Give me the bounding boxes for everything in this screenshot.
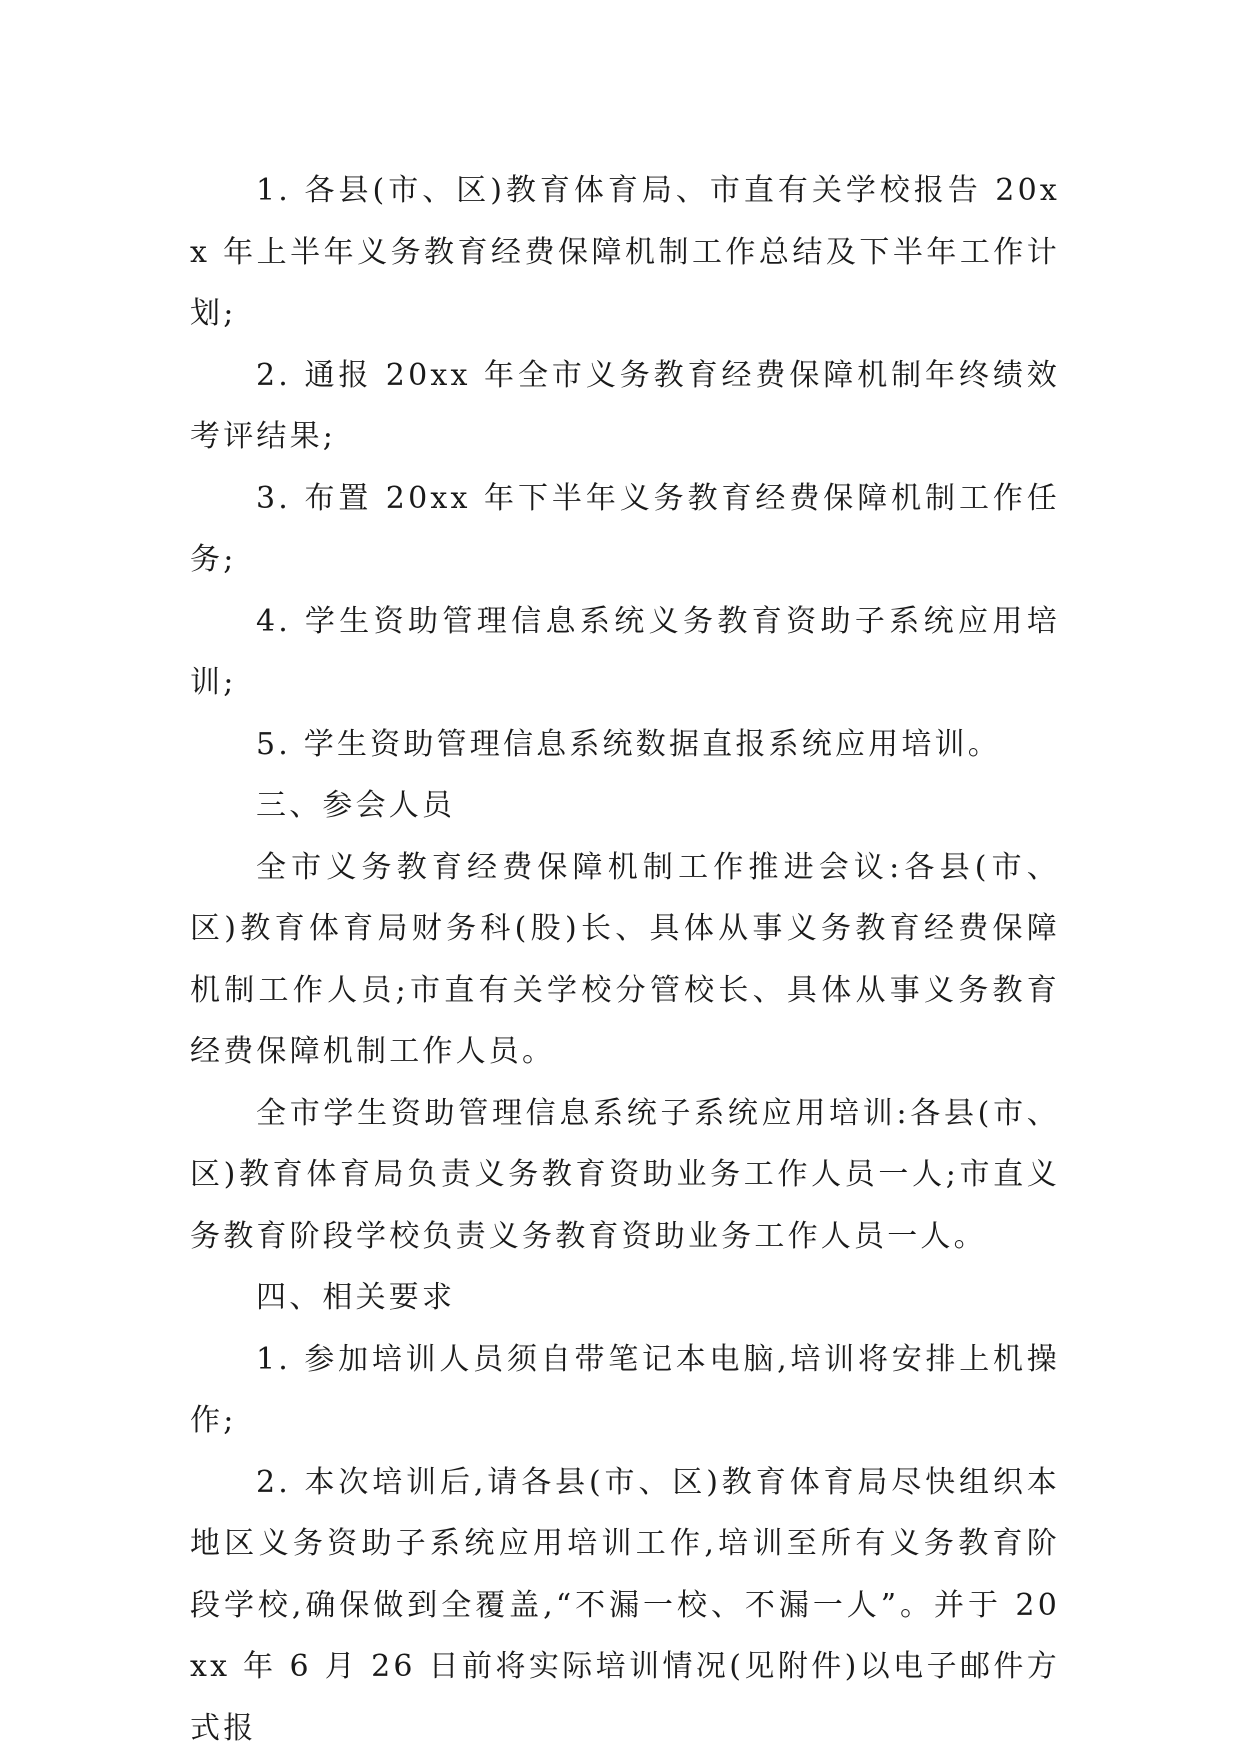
agenda-item-4: 4. 学生资助管理信息系统义务教育资助子系统应用培训; (190, 591, 1060, 714)
requirement-item-2: 2. 本次培训后,请各县(市、区)教育体育局尽快组织本地区义务资助子系统应用培训工作,培训至所有义务教育阶段学校,确保做到全覆盖,“不漏一校、不漏一人”。并于 20xx 年 6 月 26 日前将实际培训情况(见附件)以电子邮件方式报 (190, 1452, 1060, 1759)
attendees-meeting: 全市义务教育经费保障机制工作推进会议:各县(市、区)教育体育局财务科(股)长、具体从事义务教育经费保障机制工作人员;市直有关学校分管校长、具体从事义务教育经费保障机制工作人员。 (190, 837, 1060, 1083)
document-page (190, 160, 1060, 1759)
section-heading-attendees: 三、参会人员 (190, 775, 1060, 837)
section-heading-requirements: 四、相关要求 (190, 1267, 1060, 1329)
attendees-training: 全市学生资助管理信息系统子系统应用培训:各县(市、区)教育体育局负责义务教育资助业务工作人员一人;市直义务教育阶段学校负责义务教育资助业务工作人员一人。 (190, 1083, 1060, 1268)
agenda-item-2: 2. 通报 20xx 年全市义务教育经费保障机制年终绩效考评结果; (190, 345, 1060, 468)
requirement-item-1: 1. 参加培训人员须自带笔记本电脑,培训将安排上机操作; (190, 1329, 1060, 1452)
agenda-item-5: 5. 学生资助管理信息系统数据直报系统应用培训。 (190, 714, 1060, 776)
agenda-item-3: 3. 布置 20xx 年下半年义务教育经费保障机制工作任务; (190, 468, 1060, 591)
agenda-item-1: 1. 各县(市、区)教育体育局、市直有关学校报告 20xx 年上半年义务教育经费保障机制工作总结及下半年工作计划; (190, 160, 1060, 345)
